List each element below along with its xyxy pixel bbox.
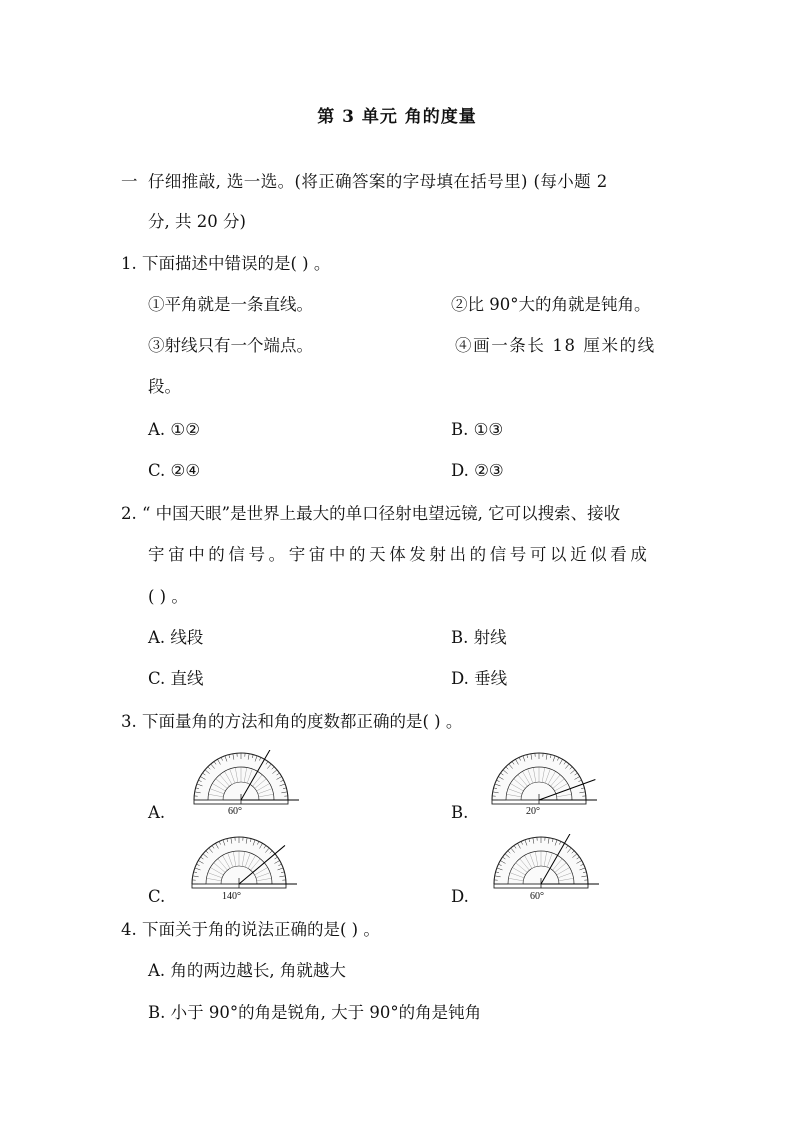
q2-stem-line3: ( ) 。 (148, 587, 188, 606)
section-number: 一 (121, 172, 138, 191)
q1-stem: 1. 下面描述中错误的是( ) 。 (121, 254, 331, 273)
q1-statement-3: ③射线只有一个端点。 (148, 336, 313, 355)
q3-stem: 3. 下面量角的方法和角的度数都正确的是( ) 。 (121, 712, 463, 731)
protractor-svg (180, 750, 302, 808)
q1-option-b: B. ①③ (451, 420, 504, 439)
q3-option-a-degree: 60° (228, 806, 242, 817)
q2-stem-line2: 宇宙中的信号。宇宙中的天体发射出的信号可以近似看成 (148, 545, 651, 564)
q3-option-c-degree: 140° (222, 891, 241, 902)
q1-option-c: C. ②④ (148, 461, 201, 480)
section-instruction: 仔细推敲, 选一选。(将正确答案的字母填在括号里) (每小题 2 (148, 172, 608, 191)
q2-stem-line1: 2. “ 中国天眼”是世界上最大的单口径射电望远镜, 它可以搜索、接收 (121, 504, 621, 523)
protractor-svg (178, 834, 300, 892)
q1-option-d: D. ②③ (451, 461, 504, 480)
q2-option-d: D. 垂线 (451, 669, 508, 688)
q3-option-c-label: C. (148, 887, 166, 906)
q3-option-a-label: A. (148, 803, 166, 822)
q4-option-a: A. 角的两边越长, 角就越大 (148, 961, 346, 980)
q1-statement-4-cont: 段。 (148, 377, 181, 396)
q3-option-b-degree: 20° (526, 806, 540, 817)
protractor-svg (478, 750, 600, 808)
q3-option-c-protractor (178, 834, 300, 892)
q2-option-b: B. 射线 (451, 628, 507, 647)
q4-stem: 4. 下面关于角的说法正确的是( ) 。 (121, 920, 380, 939)
q1-statement-2: ②比 90°大的角就是钝角。 (451, 295, 651, 314)
q3-option-a-protractor (180, 750, 302, 808)
q3-option-b-label: B. (451, 803, 469, 822)
q3-option-b-protractor (478, 750, 600, 808)
section-instruction-cont: 分, 共 20 分) (148, 212, 246, 231)
q2-option-c: C. 直线 (148, 669, 204, 688)
q2-option-a: A. 线段 (148, 628, 204, 647)
protractor-svg (480, 834, 602, 892)
q3-option-d-protractor (480, 834, 602, 892)
q3-option-d-degree: 60° (530, 891, 544, 902)
q4-option-b: B. 小于 90°的角是锐角, 大于 90°的角是钝角 (148, 1003, 482, 1022)
q1-statement-4: ④画一条长 18 厘米的线 (455, 336, 656, 355)
q3-option-d-label: D. (451, 887, 469, 906)
page-title: 第 3 单元 角的度量 (317, 107, 477, 127)
q1-option-a: A. ①② (148, 420, 200, 439)
q1-statement-1: ①平角就是一条直线。 (148, 295, 313, 314)
